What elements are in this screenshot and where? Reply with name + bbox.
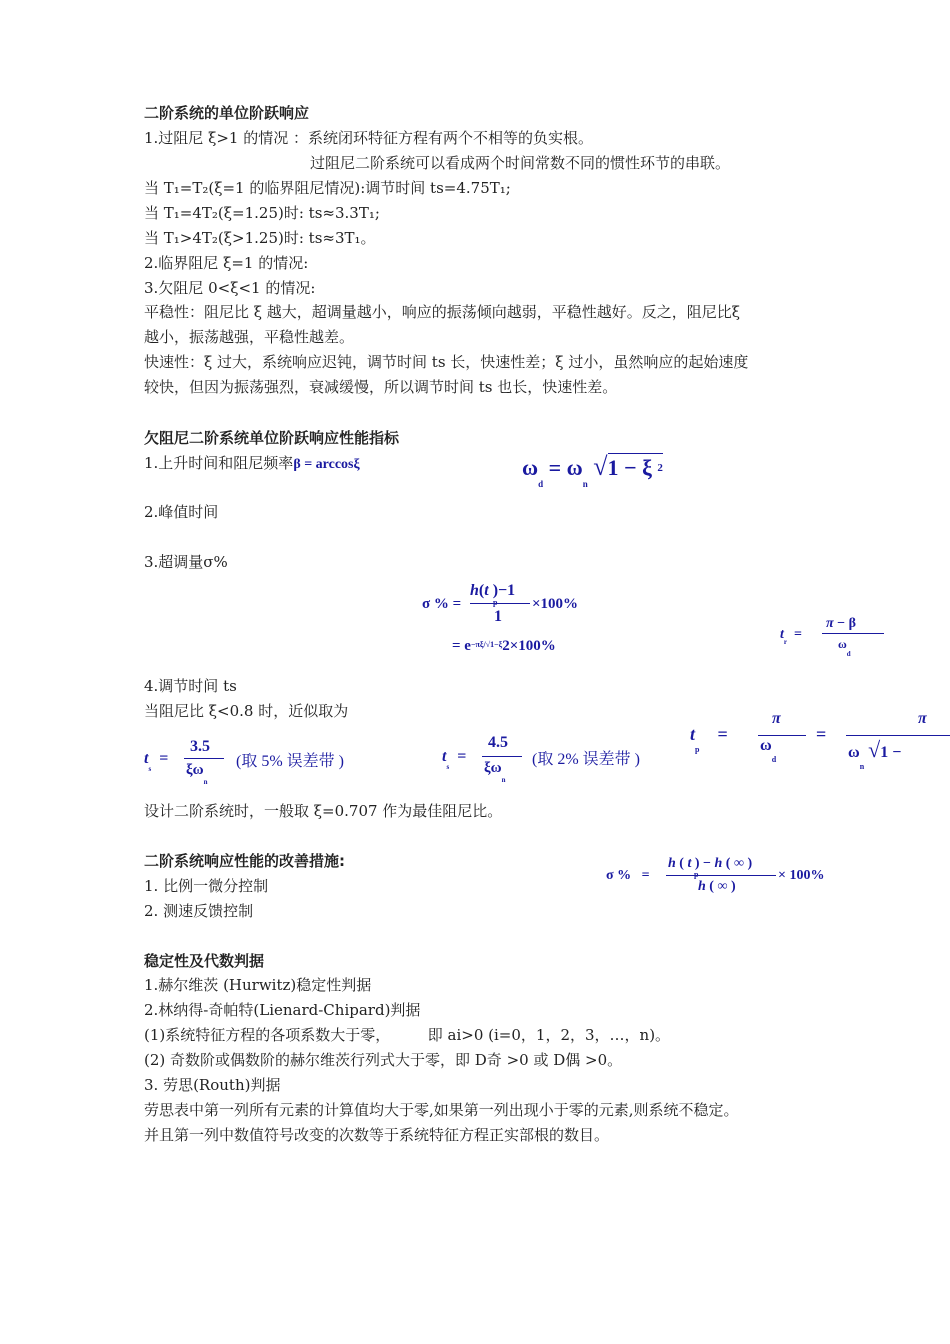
rise-time-label: 1.上升时间和阻尼频率 xyxy=(144,454,294,472)
formula-ts35-num: 3.5 xyxy=(190,738,210,755)
text-hurwitz: 1.赫尔维茨 (Hurwitz)稳定性判据 xyxy=(144,976,372,994)
formula-tr-den: $\omega_d$ xyxy=(838,637,851,658)
section-title-improvement: 二阶系统响应性能的改善措施: xyxy=(144,852,345,870)
formula-ts35-band: (取 5% 误差带 ) xyxy=(236,753,344,770)
text-underdamped: 3.欠阻尼 0<ξ<1 的情况: xyxy=(144,279,316,297)
text-routh: 3. 劳思(Routh)判据 xyxy=(144,1076,281,1094)
text-hurwitz-determinants: (2) 奇数阶或偶数阶的赫尔维茨行列式大于零，即 D奇 >0 或 D偶 >0。 xyxy=(144,1051,623,1069)
formula-sigma-p: p xyxy=(493,598,498,607)
text-routh-desc-1: 劳思表中第一列所有元素的计算值均大于零,如果第一列出现小于零的元素,则系统不稳定。 xyxy=(144,1101,739,1119)
formula-ts35-label: $t_s$ = xyxy=(144,750,169,773)
section-title-step-response: 二阶系统的单位阶跃响应 xyxy=(144,104,310,122)
formula-tr-num: π − β xyxy=(826,616,857,631)
text-pd-control: 1. 比例一微分控制 xyxy=(144,877,269,895)
formula-ts45-den: $\xi\omega_n$ xyxy=(484,760,506,784)
formula-sigma3-p: p xyxy=(694,870,699,879)
formula-ts35-den: $\xi\omega_n$ xyxy=(186,762,208,786)
text-settling-approx: 当阻尼比 ξ<0.8 时，近似取为 xyxy=(144,702,349,720)
formula-tr-bar xyxy=(822,633,884,634)
formula-ts45-num: 4.5 xyxy=(488,734,508,751)
formula-sigma-100: ×100% xyxy=(532,596,579,612)
text-critical-case: 当 T₁=T₂(ξ=1 的临界阻尼情况):调节时间 ts=4.75T₁; xyxy=(144,179,511,197)
text-velocity-feedback: 2. 测速反馈控制 xyxy=(144,902,254,920)
text-stability-1: 平稳性：阻尼比 ξ 越大，超调量越小，响应的振荡倾向越弱，平稳性越好。反之，阻尼比ξ xyxy=(144,303,741,321)
formula-sigma-num: h(t )−1 xyxy=(470,582,516,599)
formula-tp-den2: $\omega_n$ √1 − xyxy=(848,737,902,771)
formula-tp-num2: π xyxy=(918,710,927,727)
text-routh-desc-2: 并且第一列中数值符号改变的次数等于系统特征方程正实部根的数目。 xyxy=(144,1126,610,1144)
formula-ts45-label: $t_s$ = xyxy=(442,748,467,771)
formula-ts35-bar xyxy=(184,758,224,759)
formula-sigma-label: σ % = xyxy=(422,596,462,612)
text-settling-time: 4.调节时间 ts xyxy=(144,677,237,695)
text-overdamped-series: 过阻尼二阶系统可以看成两个时间常数不同的惯性环节的串联。 xyxy=(310,154,731,172)
formula-tr-label: $t_r$ = xyxy=(780,627,802,646)
text-overshoot: 3.超调量σ% xyxy=(144,553,228,571)
section-title-stability: 稳定性及代数判据 xyxy=(144,952,265,970)
formula-tp-eq2: = xyxy=(816,724,827,744)
formula-sigma-bar xyxy=(470,603,530,604)
text-optimal-damping: 设计二阶系统时，一般取 ξ=0.707 作为最佳阻尼比。 xyxy=(144,802,503,820)
text-rise-time xyxy=(144,453,360,475)
formula-sigma3-label: σ % = xyxy=(606,868,650,883)
formula-tp-num1: π xyxy=(772,710,781,727)
text-speed-2: 较快，但因为振荡强烈，衰减缓慢，所以调节时间 ts 也长，快速性差。 xyxy=(144,378,618,396)
formula-ts45-bar xyxy=(482,756,522,757)
formula-beta: β = arccosξ xyxy=(293,457,360,472)
text-critical-damping: 2.临界阻尼 ξ=1 的情况: xyxy=(144,254,309,272)
text-t1-gt-4t2: 当 T₁>4T₂(ξ>1.25)时: ts≈3T₁。 xyxy=(144,229,376,247)
text-peak-time: 2.峰值时间 xyxy=(144,503,219,521)
formula-sigma3-bar xyxy=(666,875,776,876)
text-lienard-chipard: 2.林纳得-奇帕特(Lienard-Chipard)判据 xyxy=(144,1001,421,1019)
section-title-performance: 欠阻尼二阶系统单位阶跃响应性能指标 xyxy=(144,429,400,447)
text-coefficients-positive: (1)系统特征方程的各项系数大于零， 即 ai>0 (i=0，1，2，3，…，n)。 xyxy=(144,1026,671,1044)
formula-sigma-exp: = $e^{-\pi\xi/√1-\xi}2\times 100\%$ xyxy=(452,638,556,654)
formula-omega-d: $\omega_d = \omega_n$ √1 − ξ 2 xyxy=(522,452,663,489)
formula-tp-label: $t_p$ = xyxy=(690,724,728,754)
formula-sigma3-100: × 100% xyxy=(778,868,825,883)
text-stability-2: 越小，振荡越强，平稳性越差。 xyxy=(144,328,355,346)
formula-sigma3-num: h ( t ) − h ( ∞ ) xyxy=(668,856,753,871)
text-t1-4t2: 当 T₁=4T₂(ξ=1.25)时: ts≈3.3T₁; xyxy=(144,204,380,222)
text-overdamped: 1.过阻尼 ξ>1 的情况 ：系统闭环特征方程有两个不相等的负实根。 xyxy=(144,129,593,147)
formula-sigma3-den: h ( ∞ ) xyxy=(698,879,736,894)
formula-ts45-band: (取 2% 误差带 ) xyxy=(532,751,640,768)
formula-tp-den1: $\omega_d$ xyxy=(760,737,777,764)
formula-sigma-den: 1 xyxy=(494,608,502,625)
text-speed-1: 快速性：ξ 过大，系统响应迟钝，调节时间 ts 长，快速性差；ξ 过小，虽然响应的起始速度 xyxy=(144,353,749,371)
